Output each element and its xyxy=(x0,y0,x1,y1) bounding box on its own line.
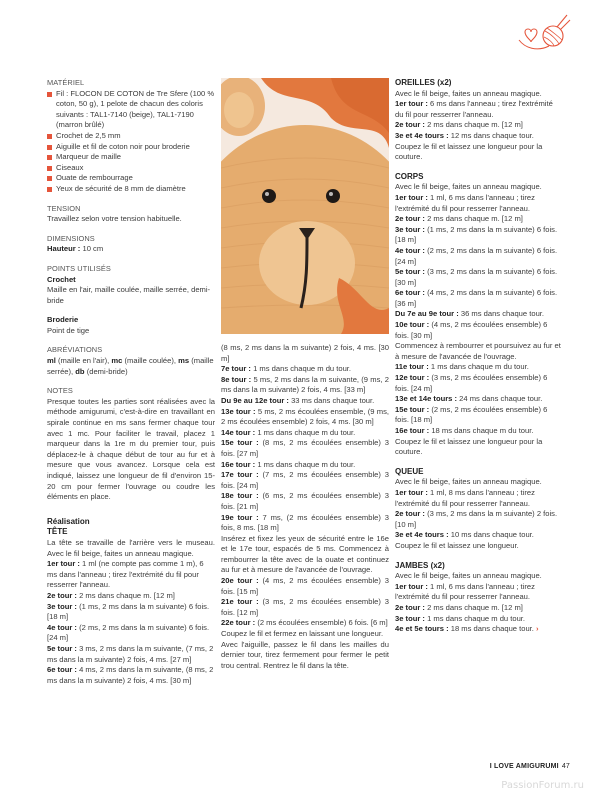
oreilles-row: 3e et 4e tours : 12 ms dans chaque tour. xyxy=(395,130,534,140)
queue-row: 2e tour : (3 ms, 2 ms dans la m suivante) 2 fois. [10 m] xyxy=(395,509,558,529)
tete-insert: Insérez et fixez les yeux de sécurité entre le 16e et le 17e tour, espacés de 5 ms. Commencez à rembourrer la tête avec de la ouate et continuez au fur et à mesure de l'avancée de l'ouvrage. xyxy=(221,533,389,575)
corps-row: 4e tour : (2 ms, 2 ms dans la m suivante) 6 fois. [24 m] xyxy=(395,245,558,266)
corps-intro: Avec le fil beige, faites un anneau magique. xyxy=(395,182,542,192)
oreilles-title: OREILLES (x2) xyxy=(395,78,452,87)
corps-row: 11e tour : 1 ms dans chaque m du tour. xyxy=(395,362,529,372)
tete-row: 14e tour : 1 ms dans chaque m du tour. xyxy=(221,427,356,437)
corps-row: 16e tour : 18 ms dans chaque m du tour. xyxy=(395,426,534,435)
broderie-label: Broderie xyxy=(47,315,79,325)
materiel-item: Crochet de 2,5 mm xyxy=(47,131,215,142)
tete-row: 22e tour : (2 ms écoulées ensemble) 6 fois. [6 m] xyxy=(221,618,388,628)
page-number: 47 xyxy=(561,763,570,770)
corps-row: 12e tour : (3 ms, 2 ms écoulées ensemble) 6 fois. [24 m] xyxy=(395,373,548,393)
notes-title: NOTES xyxy=(47,386,73,396)
tete-row: Du 9e au 12e tour : 33 ms dans chaque tour. xyxy=(221,395,375,405)
magazine-name: I LOVE AMIGURUMI xyxy=(489,763,559,770)
crochet-text: Maille en l'air, maille coulée, maille serrée, demi-bride xyxy=(47,285,211,305)
corps-end: Coupez le fil et laissez une longueur pour la couture. xyxy=(395,436,543,457)
corps-title: CORPS xyxy=(395,171,424,181)
continue-arrow-icon: › xyxy=(536,624,539,634)
tete-row: 13e tour : 5 ms, 2 ms écoulées ensemble, (9 ms, 2 ms écoulées ensemble) 2 fois, 4 ms. [30 m] xyxy=(221,406,389,427)
tete-row: 19e tour : 7 ms, (2 ms écoulées ensemble) 3 fois, 8 ms. [18 m] xyxy=(221,512,389,533)
tete-row: 5e tour : 3 ms, 2 ms dans la m suivante, (7 ms, 2 ms dans la m suivante) 2 fois, 4 ms. [27 m] xyxy=(47,643,214,664)
materiel-title: MATÉRIEL xyxy=(47,78,85,87)
points-title: POINTS UTILISÉS xyxy=(47,263,111,273)
queue-row: 1er tour : 1 ml, 8 ms dans l'anneau ; tirez l'extrémité du fil pour resserrer l'anneau. xyxy=(395,487,535,508)
tension-title: TENSION xyxy=(47,203,81,213)
broderie-text: Point de tige xyxy=(47,325,90,335)
tete-row-continued: (8 ms, 2 ms dans la m suivante) 2 fois, 4 ms. [30 m] xyxy=(221,343,389,363)
oreilles-intro: Avec le fil beige, faites un anneau magique. xyxy=(395,88,542,98)
materiel-item: Yeux de sécurité de 8 mm de diamètre xyxy=(47,184,215,195)
queue-end: Coupez le fil et laissez une longueur. xyxy=(395,540,519,550)
corps-row: 3e tour : (1 ms, 2 ms dans la m suivante) 6 fois. [18 m] xyxy=(395,224,558,245)
corps-row: 6e tour : (4 ms, 2 ms dans la m suivante) 6 fois. [36 m] xyxy=(395,288,558,308)
corps-row: 1er tour : 1 ml, 6 ms dans l'anneau ; tirez l'extrémité du fil pour resserrer l'anneau. xyxy=(395,192,535,213)
realisation-title: Réalisation xyxy=(47,516,90,526)
queue-intro: Avec le fil beige, faites un anneau magique. xyxy=(395,477,542,487)
queue-row: 3e et 4e tours : 10 ms dans chaque tour. xyxy=(395,530,534,540)
dimensions-line: Hauteur : 10 cm xyxy=(47,244,104,254)
crochet-label: Crochet xyxy=(47,274,76,284)
bullet-icon xyxy=(47,134,52,139)
bullet-icon xyxy=(47,187,52,192)
oreilles-row: 1er tour : 6 ms dans l'anneau ; tirez l'extrémité du fil pour resserrer l'anneau. xyxy=(395,99,553,119)
materiel-item: Marqueur de maille xyxy=(47,152,215,163)
bullet-icon xyxy=(47,145,52,150)
oreilles-end: Coupez le fil et laissez une longueur pour la couture. xyxy=(395,141,543,162)
tete-row: 16e tour : 1 ms dans chaque m du tour. xyxy=(221,459,356,469)
tete-intro: La tête se travaille de l'arrière vers le museau. Avec le fil beige, faites un anneau magique. xyxy=(47,537,215,558)
tete-row: 17e tour : (7 ms, 2 ms écoulées ensemble) 3 fois. [24 m] xyxy=(221,470,389,490)
bullet-icon xyxy=(47,92,52,97)
materiel-item: Aiguille et fil de coton noir pour broderie xyxy=(47,142,215,153)
notes-text: Presque toutes les parties sont réalisées avec la méthode amigurumi, c'est-à-dire en travaillant en spirale continue en ms sans fermer chaque tour avec 1 mc. Pour faciliter le travail, placez 1 marqueur dans la 1re m du premier tour, puis déplacez-le à chaque début de tour au fur et à mesure que vous avancez. Lorsque cela est indiqué, laissez une longueur de fil d'environ 15-20 cm pour fermer l'ouvrage ou coudre les éléments en place. xyxy=(47,396,215,502)
jambes-row: 2e tour : 2 ms dans chaque m. [12 m] xyxy=(395,602,523,612)
bullet-icon xyxy=(47,166,52,171)
page-footer xyxy=(490,762,570,773)
corps-row: 10e tour : (4 ms, 2 ms écoulées ensemble) 6 fois. [30 m] xyxy=(395,320,548,340)
middle-column xyxy=(221,343,389,671)
tete-end: Coupez le fil et fermez en laissant une longueur. xyxy=(221,629,384,639)
tete-row: 7e tour : 1 ms dans chaque m du tour. xyxy=(221,364,352,374)
right-column xyxy=(395,78,563,635)
corps-row: 5e tour : (3 ms, 2 ms dans la m suivante) 6 fois. [30 m] xyxy=(395,267,558,287)
materiel-item: Ciseaux xyxy=(47,163,215,174)
materiel-item: Ouate de rembourrage xyxy=(47,173,215,184)
tete-row: 8e tour : 5 ms, 2 ms dans la m suivante, (9 ms, 2 ms dans la m suivante) 2 fois, 4 ms. [33 m] xyxy=(221,374,389,395)
tete-end: Avec l'aiguille, passez le fil dans les mailles du dernier tour, tirez fermement pour fermer le petit trou central. Rentrez le fil dans la tête. xyxy=(221,639,389,670)
corps-row: 2e tour : 2 ms dans chaque m. [12 m] xyxy=(395,214,523,224)
tete-row: 21e tour : (3 ms, 2 ms écoulées ensemble) 3 fois. [12 m] xyxy=(221,597,389,617)
jambes-row: 4e et 5e tours : 18 ms dans chaque tour. › xyxy=(395,624,539,634)
bullet-icon xyxy=(47,176,52,181)
yarn-heart-logo xyxy=(515,12,571,56)
dimensions-title: DIMENSIONS xyxy=(47,233,95,243)
tete-row: 2e tour : 2 ms dans chaque m. [12 m] xyxy=(47,590,175,600)
bear-photo xyxy=(221,78,389,334)
jambes-title: JAMBES (x2) xyxy=(395,560,445,570)
left-column xyxy=(47,78,215,686)
tete-row: 4e tour : (2 ms, 2 ms dans la m suivante) 6 fois. [24 m] xyxy=(47,622,210,643)
tete-row: 1er tour : 1 ml (ne compte pas comme 1 m), 6 ms dans l'anneau ; tirez l'extrémité du fil pour resserrer l'anneau. xyxy=(47,559,204,590)
bullet-icon xyxy=(47,155,52,160)
tete-title: TÊTE xyxy=(47,527,68,537)
tete-row: 15e tour : (8 ms, 2 ms écoulées ensemble) 3 fois. [27 m] xyxy=(221,438,389,458)
tension-text: Travaillez selon votre tension habituelle. xyxy=(47,214,182,224)
materiel-item: Fil : FLOCON DE COTON de Tre Sfere (100 % coton, 50 g), 1 pelote de chacun des coloris suivants : TAL1-7140 (beige), TAL1-7190 (marron brûlé) xyxy=(47,89,215,131)
watermark: PassionForum.ru xyxy=(501,780,584,791)
tete-row: 3e tour : (1 ms, 2 ms dans la m suivante) 6 fois. [18 m] xyxy=(47,601,210,622)
corps-row: Du 7e au 9e tour : 36 ms dans chaque tour. xyxy=(395,309,545,319)
abbreviations-title: ABRÉVIATIONS xyxy=(47,345,103,355)
corps-row: 15e tour : (2 ms, 2 ms écoulées ensemble) 6 fois. [18 m] xyxy=(395,404,548,425)
corps-mid: Commencez à rembourrer et poursuivez au fur et à mesure de l'avancée de l'ouvrage. xyxy=(395,341,561,361)
jambes-row: 3e tour : 1 ms dans chaque m du tour. xyxy=(395,613,526,623)
jambes-intro: Avec le fil beige, faites un anneau magique. xyxy=(395,571,542,581)
abbreviations-text: ml (maille en l'air), mc (maille coulée), ms (maille serrée), db (demi-bride) xyxy=(47,356,214,376)
queue-title: QUEUE xyxy=(395,466,424,476)
oreilles-row: 2e tour : 2 ms dans chaque m. [12 m] xyxy=(395,120,523,130)
tete-row: 6e tour : 4 ms, 2 ms dans la m suivante, (8 ms, 2 ms dans la m suivante) 2 fois, 4 ms. [30 m] xyxy=(47,665,214,685)
jambes-row: 1er tour : 1 ml, 6 ms dans l'anneau ; tirez l'extrémité du fil pour resserrer l'anneau. xyxy=(395,581,535,602)
tete-row: 18e tour : (6 ms, 2 ms écoulées ensemble) 3 fois. [21 m] xyxy=(221,491,389,511)
tete-row: 20e tour : (4 ms, 2 ms écoulées ensemble) 3 fois. [15 m] xyxy=(221,576,389,596)
corps-row: 13e et 14e tours : 24 ms dans chaque tour. xyxy=(395,394,543,404)
